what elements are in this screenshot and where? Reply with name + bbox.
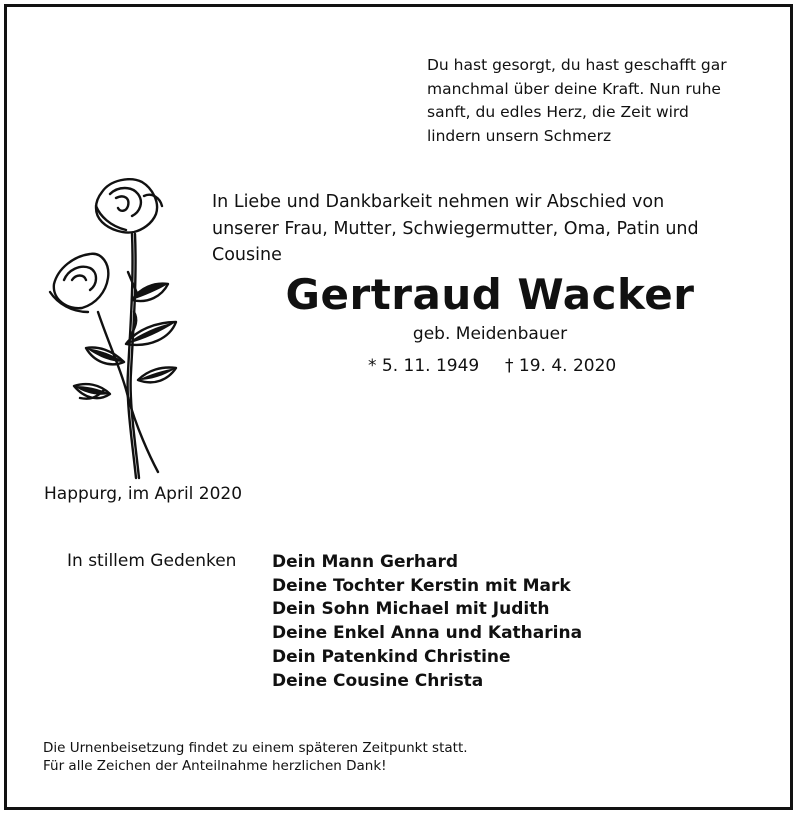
list-item: Deine Enkel Anna und Katharina [272, 623, 583, 644]
poem-line: sanft, du edles Herz, die Zeit wird [427, 103, 689, 121]
rose-icon [40, 172, 190, 482]
mourners-list [272, 551, 582, 693]
poem-line: Du hast gesorgt, du hast geschafft gar [427, 56, 727, 74]
list-item: Dein Patenkind Christine [272, 646, 511, 667]
place-date: Happurg, im April 2020 [44, 484, 243, 504]
list-item: Dein Sohn Michael mit Judith [272, 599, 550, 620]
footer-note [43, 740, 468, 775]
memory-label: In stillem Gedenken [67, 551, 237, 571]
poem-line: manchmal über deine Kraft. Nun ruhe [427, 79, 721, 98]
deceased-name: Gertraud Wacker [285, 270, 695, 319]
maiden-name: geb. Meidenbauer [412, 324, 568, 344]
poem-line: lindern unsern Schmerz [427, 126, 612, 145]
footer-line: Die Urnenbeisetzung findet zu einem späteren Zeitpunkt statt. [43, 740, 468, 756]
intro-line: unserer Frau, Mutter, Schwiegermutter, Oma, Patin und [212, 218, 699, 239]
list-item: Deine Cousine Christa [272, 670, 484, 691]
intro-text [212, 189, 772, 269]
list-item: Deine Tochter Kerstin mit Mark [272, 575, 571, 596]
footer-line: Für alle Zeichen der Anteilnahme herzlichen Dank! [43, 757, 387, 774]
birth-date: * 5. 11. 1949 [368, 356, 480, 376]
intro-line: In Liebe und Dankbarkeit nehmen wir Abschied von [212, 192, 665, 212]
list-item: Dein Mann Gerhard [272, 552, 458, 572]
death-date: † 19. 4. 2020 [505, 356, 617, 376]
poem [427, 54, 767, 148]
intro-line: Cousine [212, 245, 282, 265]
